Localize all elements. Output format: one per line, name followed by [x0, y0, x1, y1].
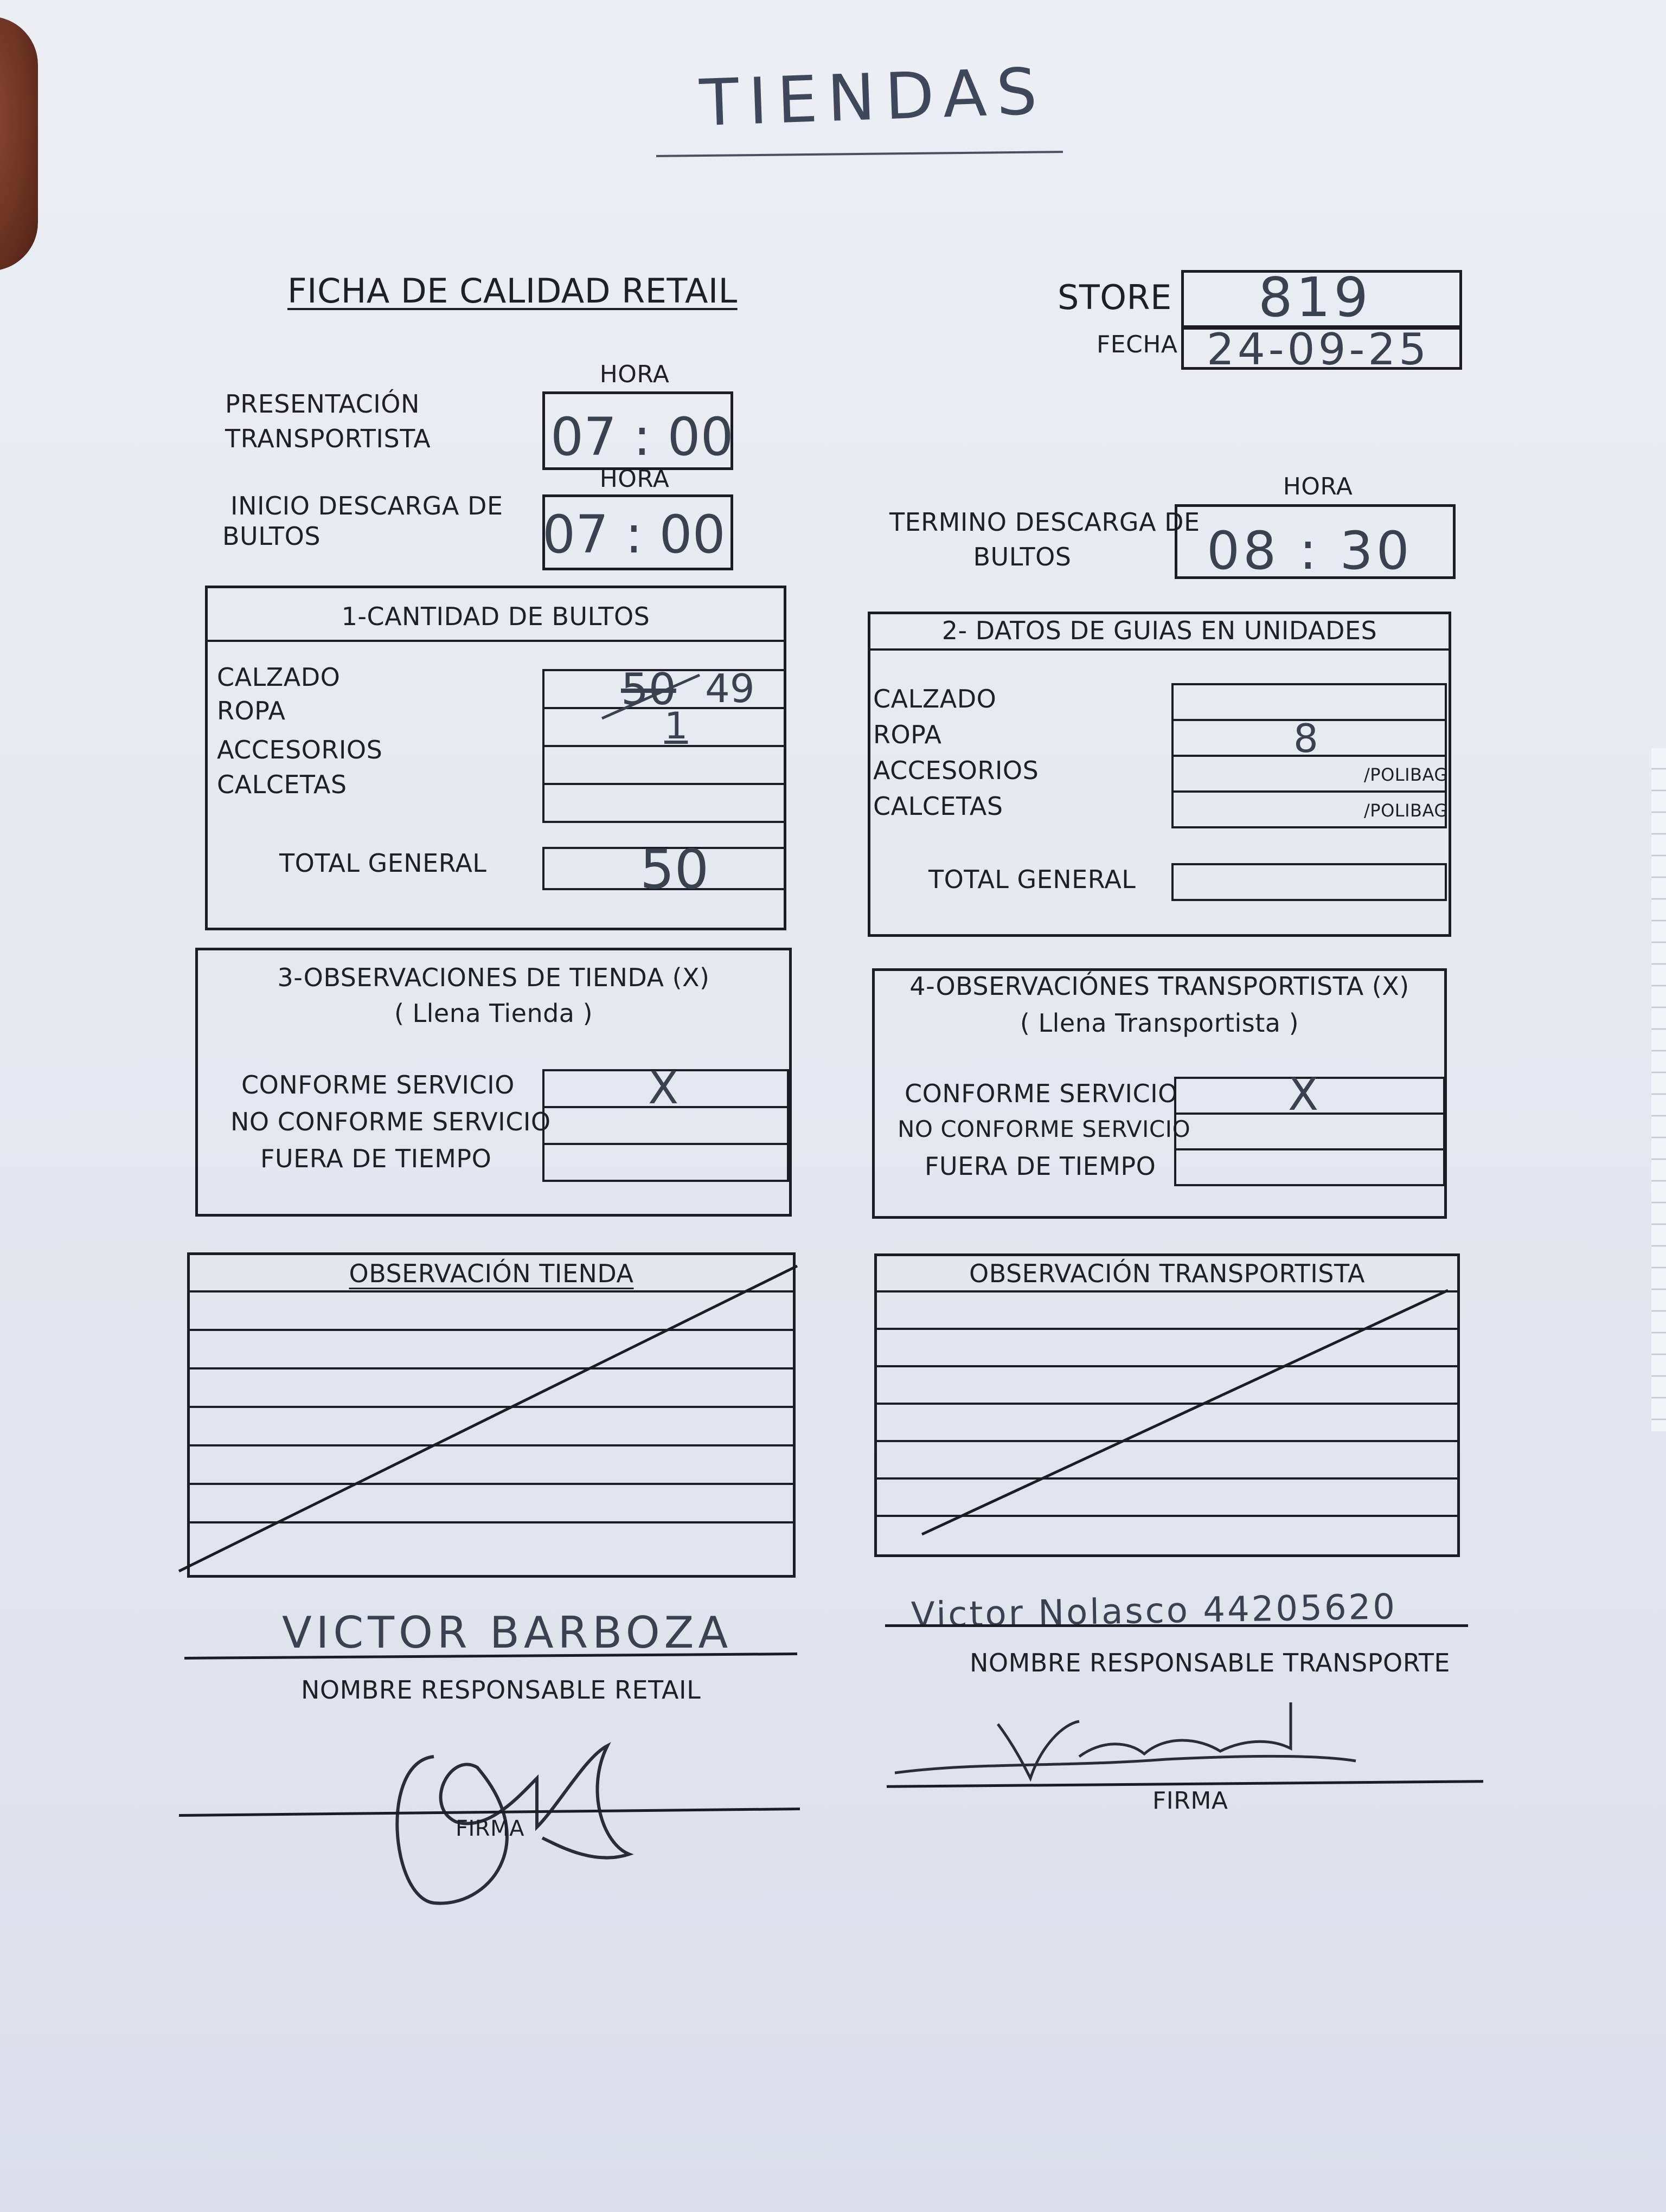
s2-label-calzado: CALZADO	[873, 684, 997, 713]
ruled-line	[874, 1403, 1460, 1405]
presentacion-label-line2: TRANSPORTISTA	[225, 424, 431, 453]
s1-label-calcetas: CALCETAS	[217, 770, 347, 799]
retail-name-value: VICTOR BARBOZA	[282, 1607, 733, 1658]
fecha-label: FECHA	[1097, 331, 1178, 358]
thumb	[0, 16, 38, 271]
s3-label-fuera-tiempo: FUERA DE TIEMPO	[260, 1144, 492, 1173]
s4-conforme-mark: X	[1288, 1069, 1319, 1121]
s2-label-accesorios: ACCESORIOS	[873, 756, 1039, 785]
termino-label-line1: TERMINO DESCARGA DE	[889, 507, 1200, 537]
ruled-line	[874, 1440, 1460, 1442]
ruled-line	[874, 1365, 1460, 1367]
ruled-line	[187, 1290, 796, 1293]
s1-label-calzado: CALZADO	[217, 663, 341, 692]
s2-label-ropa: ROPA	[873, 720, 942, 749]
inicio-label-line2: BULTOS	[222, 522, 321, 551]
s1-label-ropa: ROPA	[217, 696, 286, 725]
store-label: STORE	[1058, 278, 1172, 317]
obs-transportista-box	[874, 1253, 1460, 1557]
termino-label-line2: BULTOS	[973, 542, 1072, 571]
retail-firma-label: FIRMA	[456, 1816, 524, 1841]
s4-label-no-conforme: NO CONFORME SERVICIO	[898, 1116, 1191, 1142]
transporte-name-value: Victor Nolasco 44205620	[911, 1587, 1398, 1636]
transporte-signature	[0, 0, 1, 1]
section4-title: 4-OBSERVACIÓNES TRANSPORTISTA (X)	[909, 972, 1409, 1001]
section2-title: 2- DATOS DE GUIAS EN UNIDADES	[941, 616, 1377, 645]
s2-calcetas-note: /POLIBAG	[1364, 800, 1448, 821]
s2-total-label: TOTAL GENERAL	[928, 865, 1136, 894]
s2-label-calcetas: CALCETAS	[873, 792, 1003, 821]
s1-ropa-value: 1	[664, 705, 688, 748]
header-note: TIENDAS	[698, 53, 1048, 141]
s4-label-fuera-tiempo: FUERA DE TIEMPO	[925, 1152, 1156, 1181]
termino-time-value: 08 : 30	[1207, 520, 1413, 581]
section1-header-divider	[205, 640, 786, 642]
transporte-name-label: NOMBRE RESPONSABLE TRANSPORTE	[970, 1648, 1450, 1677]
fecha-value: 24-09-25	[1207, 324, 1430, 375]
ruled-line	[187, 1329, 796, 1331]
section3-subtitle: ( Llena Tienda )	[394, 999, 593, 1028]
s3-label-no-conforme: NO CONFORME SERVICIO	[230, 1107, 551, 1136]
hora-label-2: HORA	[599, 465, 670, 493]
s3-label-conforme: CONFORME SERVICIO	[241, 1070, 515, 1099]
hora-label-3: HORA	[1283, 473, 1353, 500]
underlying-page-edge	[1651, 748, 1666, 1431]
form-title: FICHA DE CALIDAD RETAIL	[287, 271, 738, 311]
presentacion-label-line1: PRESENTACIÓN	[225, 389, 420, 419]
transporte-name-line	[885, 1624, 1468, 1627]
s3-field-fuera-tiempo[interactable]	[542, 1143, 789, 1182]
hora-label-1: HORA	[599, 361, 670, 388]
presentacion-time-value: 07 : 00	[550, 407, 734, 467]
s2-total-field[interactable]	[1171, 863, 1447, 901]
ruled-line	[187, 1444, 796, 1446]
ruled-line	[187, 1483, 796, 1485]
section2-header-divider	[868, 648, 1451, 651]
inicio-time-value: 07 : 00	[542, 504, 726, 565]
section4-subtitle: ( Llena Transportista )	[1020, 1008, 1299, 1038]
transporte-firma-label: FIRMA	[1152, 1787, 1228, 1815]
section3-title: 3-OBSERVACIONES DE TIENDA (X)	[277, 963, 710, 992]
ruled-line	[187, 1367, 796, 1369]
retail-name-label: NOMBRE RESPONSABLE RETAIL	[301, 1675, 701, 1705]
s2-ropa-value: 8	[1293, 716, 1318, 761]
s1-field-accesorios[interactable]	[542, 745, 786, 785]
store-value: 819	[1258, 266, 1372, 329]
s1-label-accesorios: ACCESORIOS	[217, 735, 383, 764]
ruled-line	[874, 1477, 1460, 1480]
s4-label-conforme: CONFORME SERVICIO	[905, 1079, 1178, 1108]
s2-accesorios-note: /POLIBAG	[1364, 764, 1448, 785]
obs-transportista-title: OBSERVACIÓN TRANSPORTISTA	[969, 1259, 1365, 1288]
s1-calzado-value: 49	[705, 666, 755, 711]
ruled-line	[187, 1406, 796, 1408]
s3-conforme-mark: X	[648, 1063, 679, 1114]
ruled-line	[874, 1290, 1460, 1293]
s1-field-calcetas[interactable]	[542, 783, 786, 823]
section1-title: 1-CANTIDAD DE BULTOS	[341, 602, 650, 631]
ruled-line	[874, 1328, 1460, 1330]
obs-tienda-title: OBSERVACIÓN TIENDA	[349, 1259, 634, 1288]
s1-total-label: TOTAL GENERAL	[279, 848, 487, 878]
s1-total-value: 50	[640, 838, 709, 901]
inicio-label-line1: INICIO DESCARGA DE	[230, 491, 503, 520]
s4-field-fuera-tiempo[interactable]	[1174, 1148, 1445, 1186]
obs-tienda-box	[187, 1252, 796, 1578]
s1-calzado-struck: 50	[621, 664, 676, 715]
